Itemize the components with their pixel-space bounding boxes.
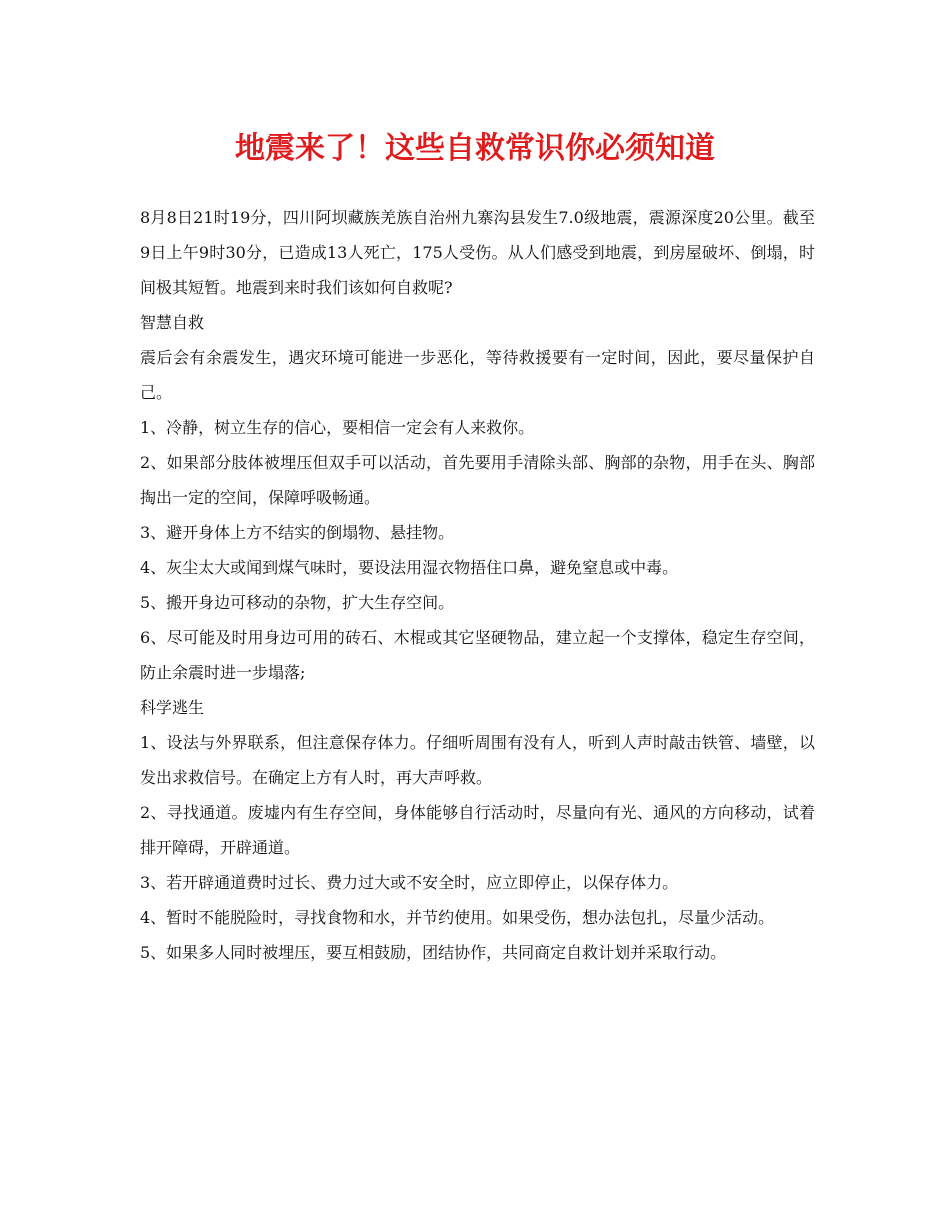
page-title: 地震来了！这些自救常识你必须知道	[235, 131, 715, 166]
list-item: 4、暂时不能脱险时，寻找食物和水，并节约使用。如果受伤，想办法包扎，尽量少活动。	[140, 908, 775, 927]
list-item: 4、灰尘太大或闻到煤气味时，要设法用湿衣物捂住口鼻，避免窒息或中毒。	[140, 558, 679, 577]
list-item: 3、若开辟通道费时过长、费力过大或不安全时，应立即停止，以保存体力。	[140, 873, 679, 892]
section-heading-self-rescue: 智慧自救	[140, 313, 205, 332]
list-item: 2、如果部分肢体被埋压但双手可以活动，首先要用手清除头部、胸部的杂物，用手在头、胸部掏出一定的空间，保障呼吸畅通。	[140, 453, 815, 507]
list-item: 5、如果多人同时被埋压，要互相鼓励，团结协作，共同商定自救计划并采取行动。	[140, 943, 727, 962]
section-lead-paragraph: 震后会有余震发生，遇灾环境可能进一步恶化，等待救援要有一定时间，因此，要尽量保护自己。	[140, 348, 815, 402]
list-item: 1、冷静，树立生存的信心，要相信一定会有人来救你。	[140, 418, 535, 437]
list-item: 3、避开身体上方不结实的倒塌物、悬挂物。	[140, 523, 455, 542]
intro-paragraph: 8月8日21时19分，四川阿坝藏族羌族自治州九寨沟县发生7.0级地震，震源深度20公里。截至9日上午9时30分，已造成13人死亡，175人受伤。从人们感受到地震，到房屋破坏、倒塌，时间极其短暂。地震到来时我们该如何自救呢?	[140, 208, 815, 297]
list-item: 5、搬开身边可移动的杂物，扩大生存空间。	[140, 593, 455, 612]
section-heading-escape: 科学逃生	[140, 698, 205, 717]
list-item: 1、设法与外界联系，但注意保存体力。仔细听周围有没有人，听到人声时敲击铁管、墙壁，以发出求救信号。在确定上方有人时，再大声呼救。	[140, 733, 815, 787]
article-body	[140, 200, 815, 970]
list-item: 6、尽可能及时用身边可用的砖石、木棍或其它坚硬物品，建立起一个支撑体，稳定生存空间，防止余震时进一步塌落;	[140, 628, 815, 682]
list-item: 2、寻找通道。废墟内有生存空间，身体能够自行活动时，尽量向有光、通风的方向移动，试着排开障碍，开辟通道。	[140, 803, 815, 857]
